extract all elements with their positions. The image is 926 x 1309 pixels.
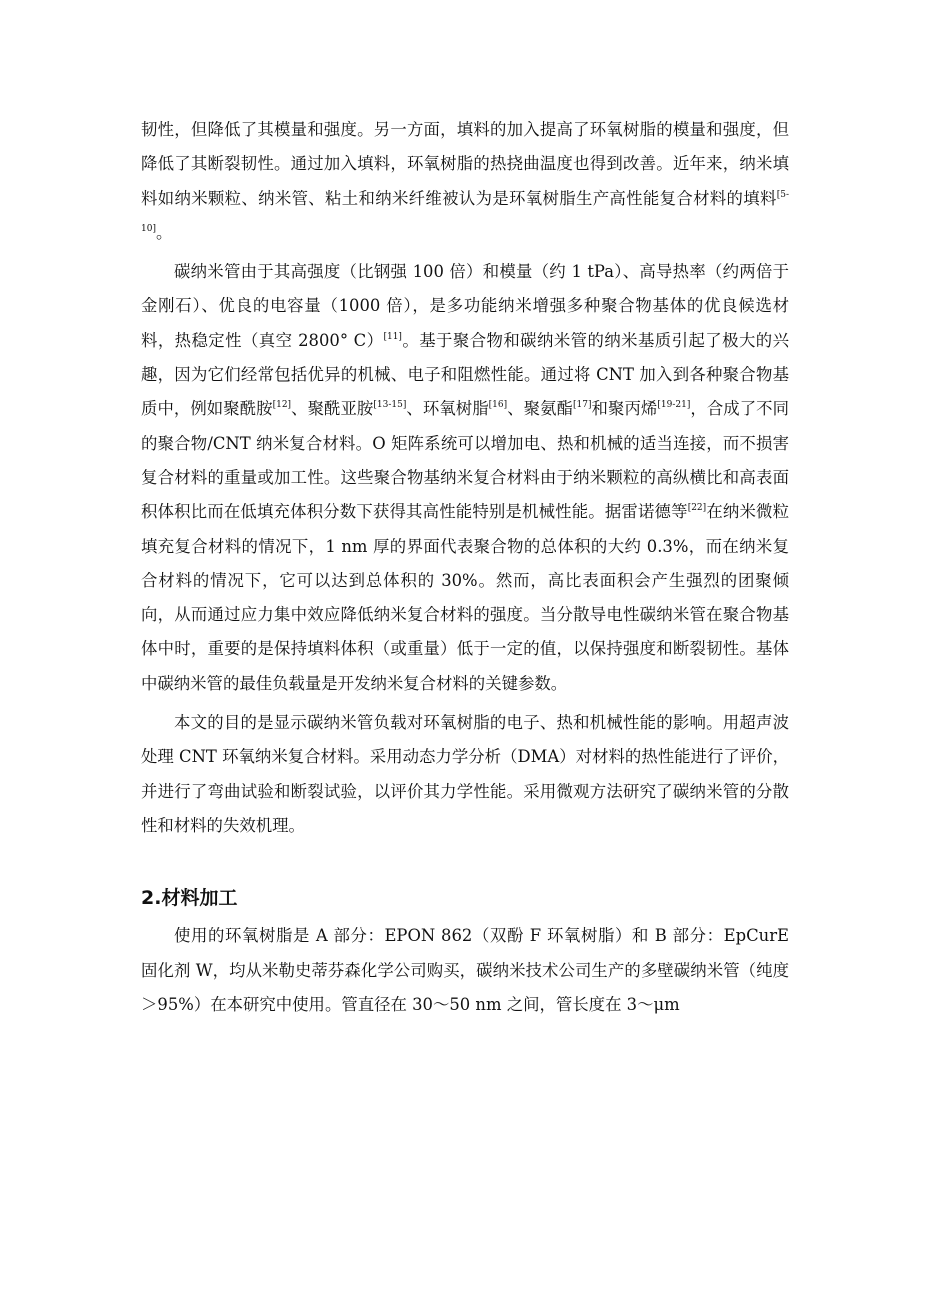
citation-ref: [13-15] — [373, 400, 407, 411]
text-run: 碳纳米管由于其高强度（比钢强 100 倍）和模量（约 1 tPa）、高导热率（约两倍于金刚石）、优良的电容量（1000 倍），是多功能纳米增强多种聚合物基体的优良候选材料，热稳定性（真空 2800° C） — [141, 262, 789, 350]
citation-ref: [17] — [573, 400, 592, 411]
citation-ref: [11] — [383, 331, 402, 342]
citation-ref: [16] — [488, 400, 508, 411]
paragraph-cnt-properties — [141, 255, 789, 701]
text-run: 本文的目的是显示碳纳米管负载对环氧树脂的电子、热和机械性能的影响。用超声波处理 CNT 环氧纳米复合材料。采用动态力学分析（DMA）对材料的热性能进行了评价，并进行了弯曲试验和断裂试验，以评价其力学性能。采用微观方法研究了碳纳米管的分散性和材料的失效机理。 — [141, 713, 789, 835]
paragraph-purpose — [141, 706, 789, 843]
citation-ref: [22] — [687, 503, 707, 514]
text-run: 和聚丙烯 — [591, 399, 658, 419]
text-run: ，合成了不同的聚合物/CNT 纳米复合材料。O 矩阵系统可以增加电、热和机械的适当连接，而不损害复合材料的重量或加工性。这些聚合物基纳米复合材料由于纳米颗粒的高纵横比和高表面积体积比而在低填充体积分数下获得其高性能特别是机械性能。据雷诺德等 — [141, 399, 790, 522]
citation-ref: [12] — [272, 400, 292, 411]
text-run: 、聚氨酯 — [507, 399, 574, 419]
text-run: 。 — [155, 222, 173, 242]
text-run: 在纳米微粒填充复合材料的情况下，1 nm 厚的界面代表聚合物的总体积的大约 0.3%，而在纳米复合材料的情况下，它可以达到总体积的 30%。然而，高比表面积会产生强烈的团聚倾向，从而通过应力集中效应降低纳米复合材料的强度。当分散导电性碳纳米管在聚合物基体中时，重要的是保持填料体积（或重量）低于一定的值，以保持强度和断裂韧性。基体中碳纳米管的最佳负载量是开发纳米复合材料的关键参数。 — [141, 502, 790, 693]
text-run: 韧性，但降低了其模量和强度。另一方面，填料的加入提高了环氧树脂的模量和强度，但降低了其断裂韧性。通过加入填料，环氧树脂的热挠曲温度也得到改善。近年来，纳米填料如纳米颗粒、纳米管、粘土和纳米纤维被认为是环氧树脂生产高性能复合材料的填料 — [141, 120, 789, 208]
paragraph-materials — [141, 919, 789, 1022]
section-heading-materials: 2.材料加工 — [141, 887, 238, 910]
text-run: 使用的环氧树脂是 A 部分：EPON 862（双酚 F 环氧树脂）和 B 部分：EpCurE 固化剂 W，均从米勒史蒂芬森化学公司购买，碳纳米技术公司生产的多壁碳纳米管（纯度＞95%）在本研究中使用。管直径在 30～50 nm 之间，管长度在 3～μm — [141, 926, 789, 1014]
text-run: 。基于聚合物和碳纳米管的纳米基质引起了极大的兴趣，因为它们经常包括优异的机械、电子和阻燃性能。通过将 CNT 加入到各种聚合物基质中，例如聚酰胺 — [141, 330, 789, 419]
text-run: 、聚酰亚胺 — [291, 399, 374, 419]
document-body — [141, 113, 789, 1027]
text-run: 、环氧树脂 — [406, 399, 489, 419]
citation-ref: [5-10] — [141, 189, 789, 234]
citation-ref: [19-21] — [657, 400, 691, 411]
paragraph-intro-fillers — [141, 113, 789, 250]
